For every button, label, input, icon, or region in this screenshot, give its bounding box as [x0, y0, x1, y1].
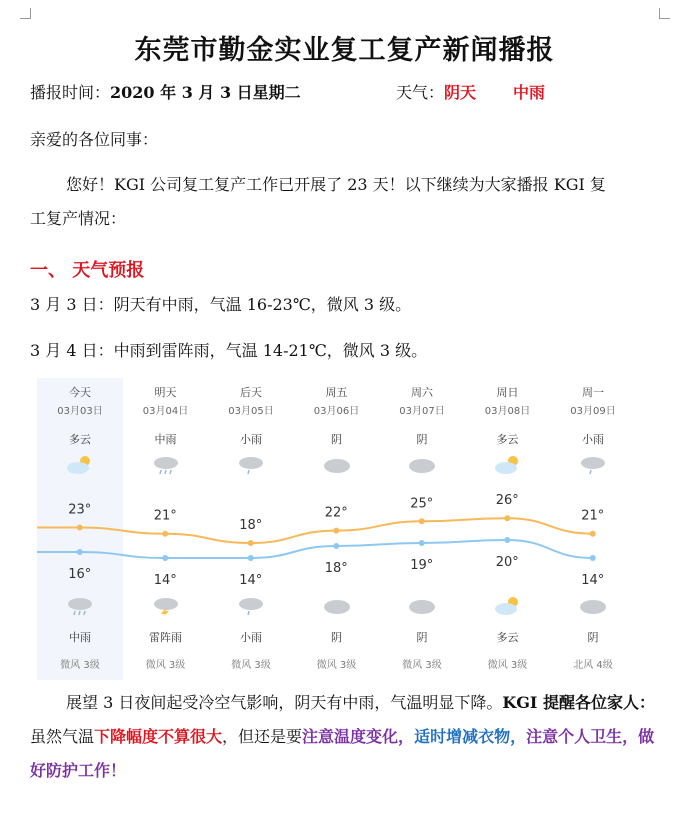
forecast-day-name: 周五: [325, 386, 348, 399]
closing-reminder: KGI 提醒各: [502, 693, 591, 712]
forecast-wind: 微风 3级: [316, 660, 357, 671]
forecast-day-name: 后天: [240, 386, 262, 399]
closing-paragraph: [30, 686, 660, 788]
high-temp-point: [77, 525, 83, 531]
weather-value-1: 阴天: [444, 83, 477, 102]
forecast-line-2: 3 月 4 日：中雨到雷阵雨，气温 14-21℃，微风 3 级。: [30, 341, 428, 360]
forecast-wind: 微风 3级: [402, 660, 442, 671]
forecast-day-name: 今天: [69, 386, 91, 399]
closing-highlight-temperature: 注意温度变化，: [302, 727, 415, 746]
high-temp-point: [590, 531, 596, 537]
weather-label: 天气：: [396, 83, 445, 102]
broadcast-label: 播报时间：: [30, 83, 111, 102]
forecast-wind: 微风 3级: [145, 660, 186, 671]
high-temp-label: 21°: [581, 508, 605, 524]
closing-outlook: 展望 3 日夜间起受冷空气影响，阴天有中雨，气温明显下降。: [66, 693, 503, 712]
temperature-curves: [37, 378, 640, 680]
forecast-date: 03月03日: [57, 406, 103, 417]
forecast-condition-day: 阴: [331, 433, 342, 446]
forecast-condition-day: 中雨: [154, 433, 177, 446]
forecast-wind: 北风 4级: [573, 660, 613, 671]
high-temp-label: 25°: [410, 496, 434, 512]
high-temp-label: 22°: [324, 505, 348, 521]
forecast-condition-night: 多云: [496, 631, 519, 644]
high-temp-label: 21°: [153, 508, 177, 524]
low-temp-label: 14°: [581, 573, 605, 588]
forecast-date: 03月08日: [484, 406, 531, 417]
forecast-wind: 微风 3级: [487, 660, 528, 671]
low-temp-label: 14°: [153, 573, 177, 588]
low-temp-label: 19°: [410, 558, 434, 573]
low-temp-point: [504, 537, 510, 543]
closing-highlight-clothes-end: 物，: [494, 727, 527, 746]
high-temp-point: [162, 531, 168, 537]
high-temp-point: [504, 515, 510, 521]
forecast-date: 03月04日: [142, 406, 189, 417]
page-corner-mark-left: [20, 8, 31, 19]
low-temp-point: [162, 555, 168, 561]
high-temp-point: [248, 540, 254, 546]
weather-summary: [396, 80, 545, 103]
forecast-date: 03月06日: [313, 406, 360, 417]
low-temp-label: 18°: [324, 561, 348, 576]
forecast-condition-day: 小雨: [582, 433, 604, 446]
forecast-condition-day: 阴: [416, 433, 428, 446]
high-temp-label: 23°: [68, 502, 92, 518]
high-temp-point: [419, 518, 425, 524]
high-temp-label: 26°: [495, 493, 519, 509]
closing-highlight-clothes: 适时增减衣: [414, 727, 495, 746]
page-title: 东莞市勤金实业复工复产新闻播报: [134, 35, 555, 66]
closing-highlight-drop: 下降幅度不算很大: [94, 727, 223, 746]
low-temp-point: [590, 555, 596, 561]
forecast-day-name: 明天: [154, 386, 177, 399]
closing-family: 位家人：: [591, 693, 656, 712]
closing-text-1: 虽然气温: [30, 727, 95, 746]
low-temp-label: 14°: [239, 573, 263, 588]
weather-value-2: 中雨: [513, 83, 546, 102]
forecast-condition-night: 小雨: [240, 631, 262, 644]
intro-line-2: 工复产情况：: [30, 209, 127, 228]
low-temp-point: [419, 540, 425, 546]
forecast-day-name: 周六: [411, 386, 433, 399]
low-temp-point: [248, 555, 254, 561]
broadcast-line: [30, 80, 301, 103]
forecast-condition-night: 中雨: [69, 631, 91, 644]
forecast-condition-day: 多云: [69, 433, 91, 446]
forecast-condition-day: 小雨: [240, 433, 262, 446]
low-temp-label: 20°: [495, 555, 519, 570]
high-temp-point: [333, 528, 339, 534]
section-title-weather: 一、 天气预报: [30, 260, 145, 281]
forecast-date: 03月07日: [399, 406, 445, 417]
forecast-day-name: 周日: [496, 386, 519, 399]
forecast-wind: 微风 3级: [231, 660, 271, 671]
forecast-date: 03月05日: [228, 406, 274, 417]
forecast-line-1: 3 月 3 日：阴天有中雨，气温 16-23℃，微风 3 级。: [30, 295, 412, 314]
high-temp-label: 18°: [239, 518, 263, 533]
forecast-condition-night: 阴: [587, 631, 599, 644]
forecast-wind: 微风 3级: [60, 660, 100, 671]
forecast-day-name: 周一: [582, 386, 604, 399]
forecast-condition-day: 多云: [496, 433, 519, 446]
greeting: 亲爱的各位同事：: [30, 130, 159, 149]
forecast-condition-night: 雷阵雨: [149, 631, 182, 644]
low-temp-label: 16°: [68, 567, 92, 582]
forecast-condition-night: 阴: [331, 631, 342, 644]
page-corner-mark-right: [659, 8, 670, 19]
broadcast-date: 2020 年 3 月 3 日星期二: [110, 83, 301, 102]
low-temp-point: [333, 543, 339, 549]
intro-line-1: 您好！KGI 公司复工复产工作已开展了 23 天！以下继续为大家播报 KGI 复: [66, 175, 606, 194]
forecast-date: 03月09日: [570, 406, 616, 417]
closing-text-2: ，但还是要: [222, 727, 303, 746]
closing-highlight-hygiene: 注意个人卫生，做好防护工作！: [30, 727, 655, 780]
weather-forecast-widget: [37, 378, 640, 680]
forecast-condition-night: 阴: [416, 631, 428, 644]
low-temp-point: [77, 549, 83, 555]
